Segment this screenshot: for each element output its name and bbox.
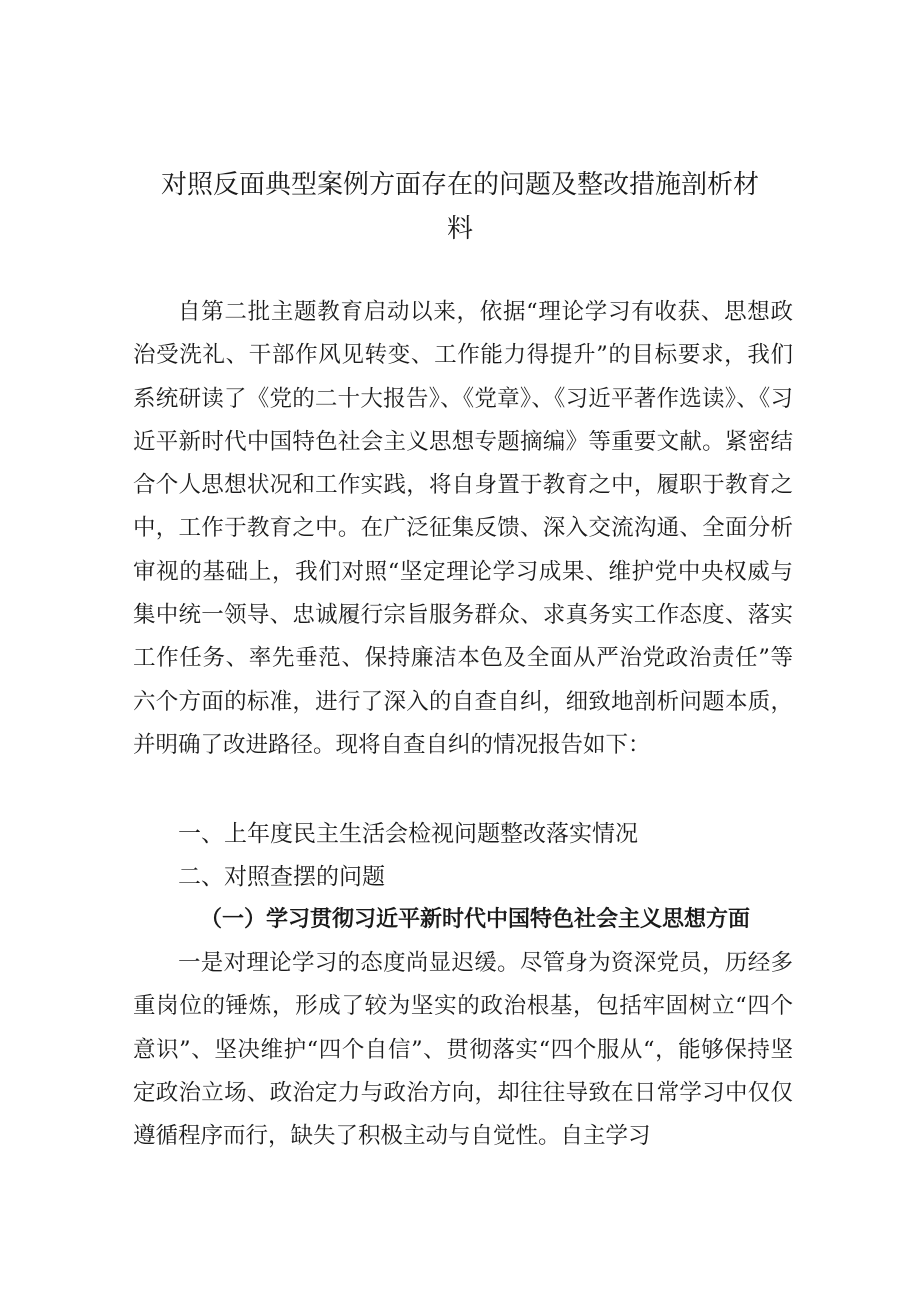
subsection-heading-1: （一）学习贯彻习近平新时代中国特色社会主义思想方面 bbox=[200, 906, 751, 932]
intro-paragraph: 自第二批主题教育启动以来，依据“理论学习有收获、思想政治受洗礼、干部作风见转变、工作能力得提升”的目标要求，我们系统研读了《党的二十大报告》、《党章》、《习近平著作选读》、《习近平新时代中国特色社会主义思想专题摘编》等重要文献。紧密结合个人思想状况和工作实践，将自身置于教育之中，履职于教育之中，工作于教育之中。在广泛征集反馈、深入交流沟通、全面分析审视的基础上，我们对照“坚定理论学习成果、维护党中央权威与集中统一领导、忠诚履行宗旨服务群众、求真务实工作态度、落实工作任务、率先垂范、保持廉洁本色及全面从严治党政治责任”等六个方面的标准，进行了深入的自查自纠，细致地剖析问题本质，并明确了改进路径。现将自查自纠的情况报告如下： bbox=[133, 299, 793, 758]
document-title bbox=[150, 163, 770, 251]
section-heading-2: 二、对照查摆的问题 bbox=[178, 864, 385, 890]
section-heading-1: 一、上年度民主生活会检视问题整改落实情况 bbox=[178, 821, 638, 847]
body-paragraph-1: 一是对理论学习的态度尚显迟缓。尽管身为资深党员，历经多重岗位的锤炼，形成了较为坚实的政治根基，包括牢固树立“四个意识”、坚决维护“四个自信”、贯彻落实“四个服从“，能够保持坚定政治立场、政治定力与政治方向，却往往导致在日常学习中仅仅遵循程序而行，缺失了积极主动与自觉性。自主学习 bbox=[133, 950, 793, 1150]
title-line-2: 料 bbox=[446, 214, 473, 244]
title-line-1: 对照反面典型案例方面存在的问题及整改措施剖析材 bbox=[160, 170, 759, 200]
